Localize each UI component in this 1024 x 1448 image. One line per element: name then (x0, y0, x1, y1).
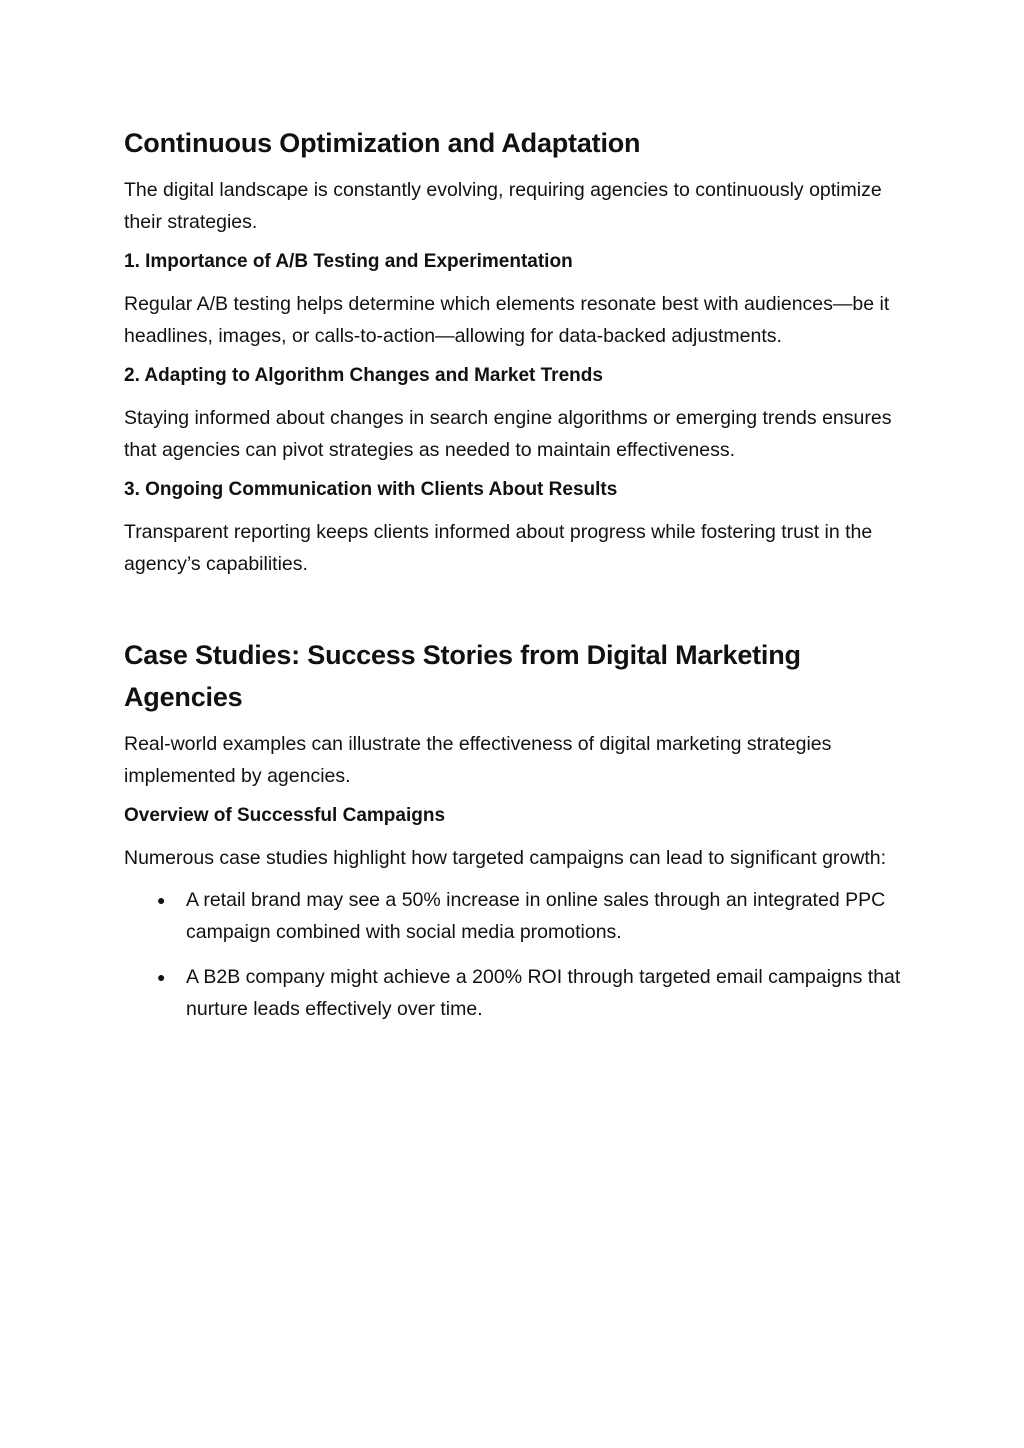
paragraph-algorithm-changes: Staying informed about changes in search engine algorithms or emerging trends ensures that agencies can pivot strategies as needed to maintain effectiveness. (124, 407, 892, 461)
paragraph-successful-campaigns: Numerous case studies highlight how targeted campaigns can lead to significant growth: (124, 847, 887, 869)
section-title-optimization: Continuous Optimization and Adaptation (124, 128, 641, 158)
bullet-icon: ● (157, 892, 166, 908)
subheading-algorithm-changes: 2. Adapting to Algorithm Changes and Market Trends (124, 365, 603, 386)
subheading-client-communication: 3. Ongoing Communication with Clients About Results (124, 479, 618, 500)
section-intro-case-studies: Real-world examples can illustrate the effectiveness of digital marketing strategies implemented by agencies. (124, 733, 832, 787)
subheading-ab-testing: 1. Importance of A/B Testing and Experimentation (124, 251, 573, 272)
subheading-successful-campaigns: Overview of Successful Campaigns (124, 805, 446, 826)
list-item (124, 884, 904, 948)
section-intro-optimization: The digital landscape is constantly evolving, requiring agencies to continuously optimize their strategies. (124, 179, 882, 233)
bullet-icon: ● (157, 969, 166, 985)
list-item-text: A B2B company might achieve a 200% ROI through targeted email campaigns that nurture leads effectively over time. (186, 966, 901, 1020)
paragraph-client-communication: Transparent reporting keeps clients informed about progress while fostering trust in the agency’s capabilities. (124, 521, 873, 575)
list-item-text: A retail brand may see a 50% increase in online sales through an integrated PPC campaign combined with social media promotions. (186, 889, 886, 943)
list-item (124, 961, 904, 1025)
campaign-examples-list (124, 884, 904, 1025)
paragraph-ab-testing: Regular A/B testing helps determine which elements resonate best with audiences—be it headlines, images, or calls-to-action—allowing for data-backed adjustments. (124, 293, 890, 347)
section-title-case-studies: Case Studies: Success Stories from Digital Marketing Agencies (124, 640, 801, 712)
document-page (124, 122, 904, 1038)
